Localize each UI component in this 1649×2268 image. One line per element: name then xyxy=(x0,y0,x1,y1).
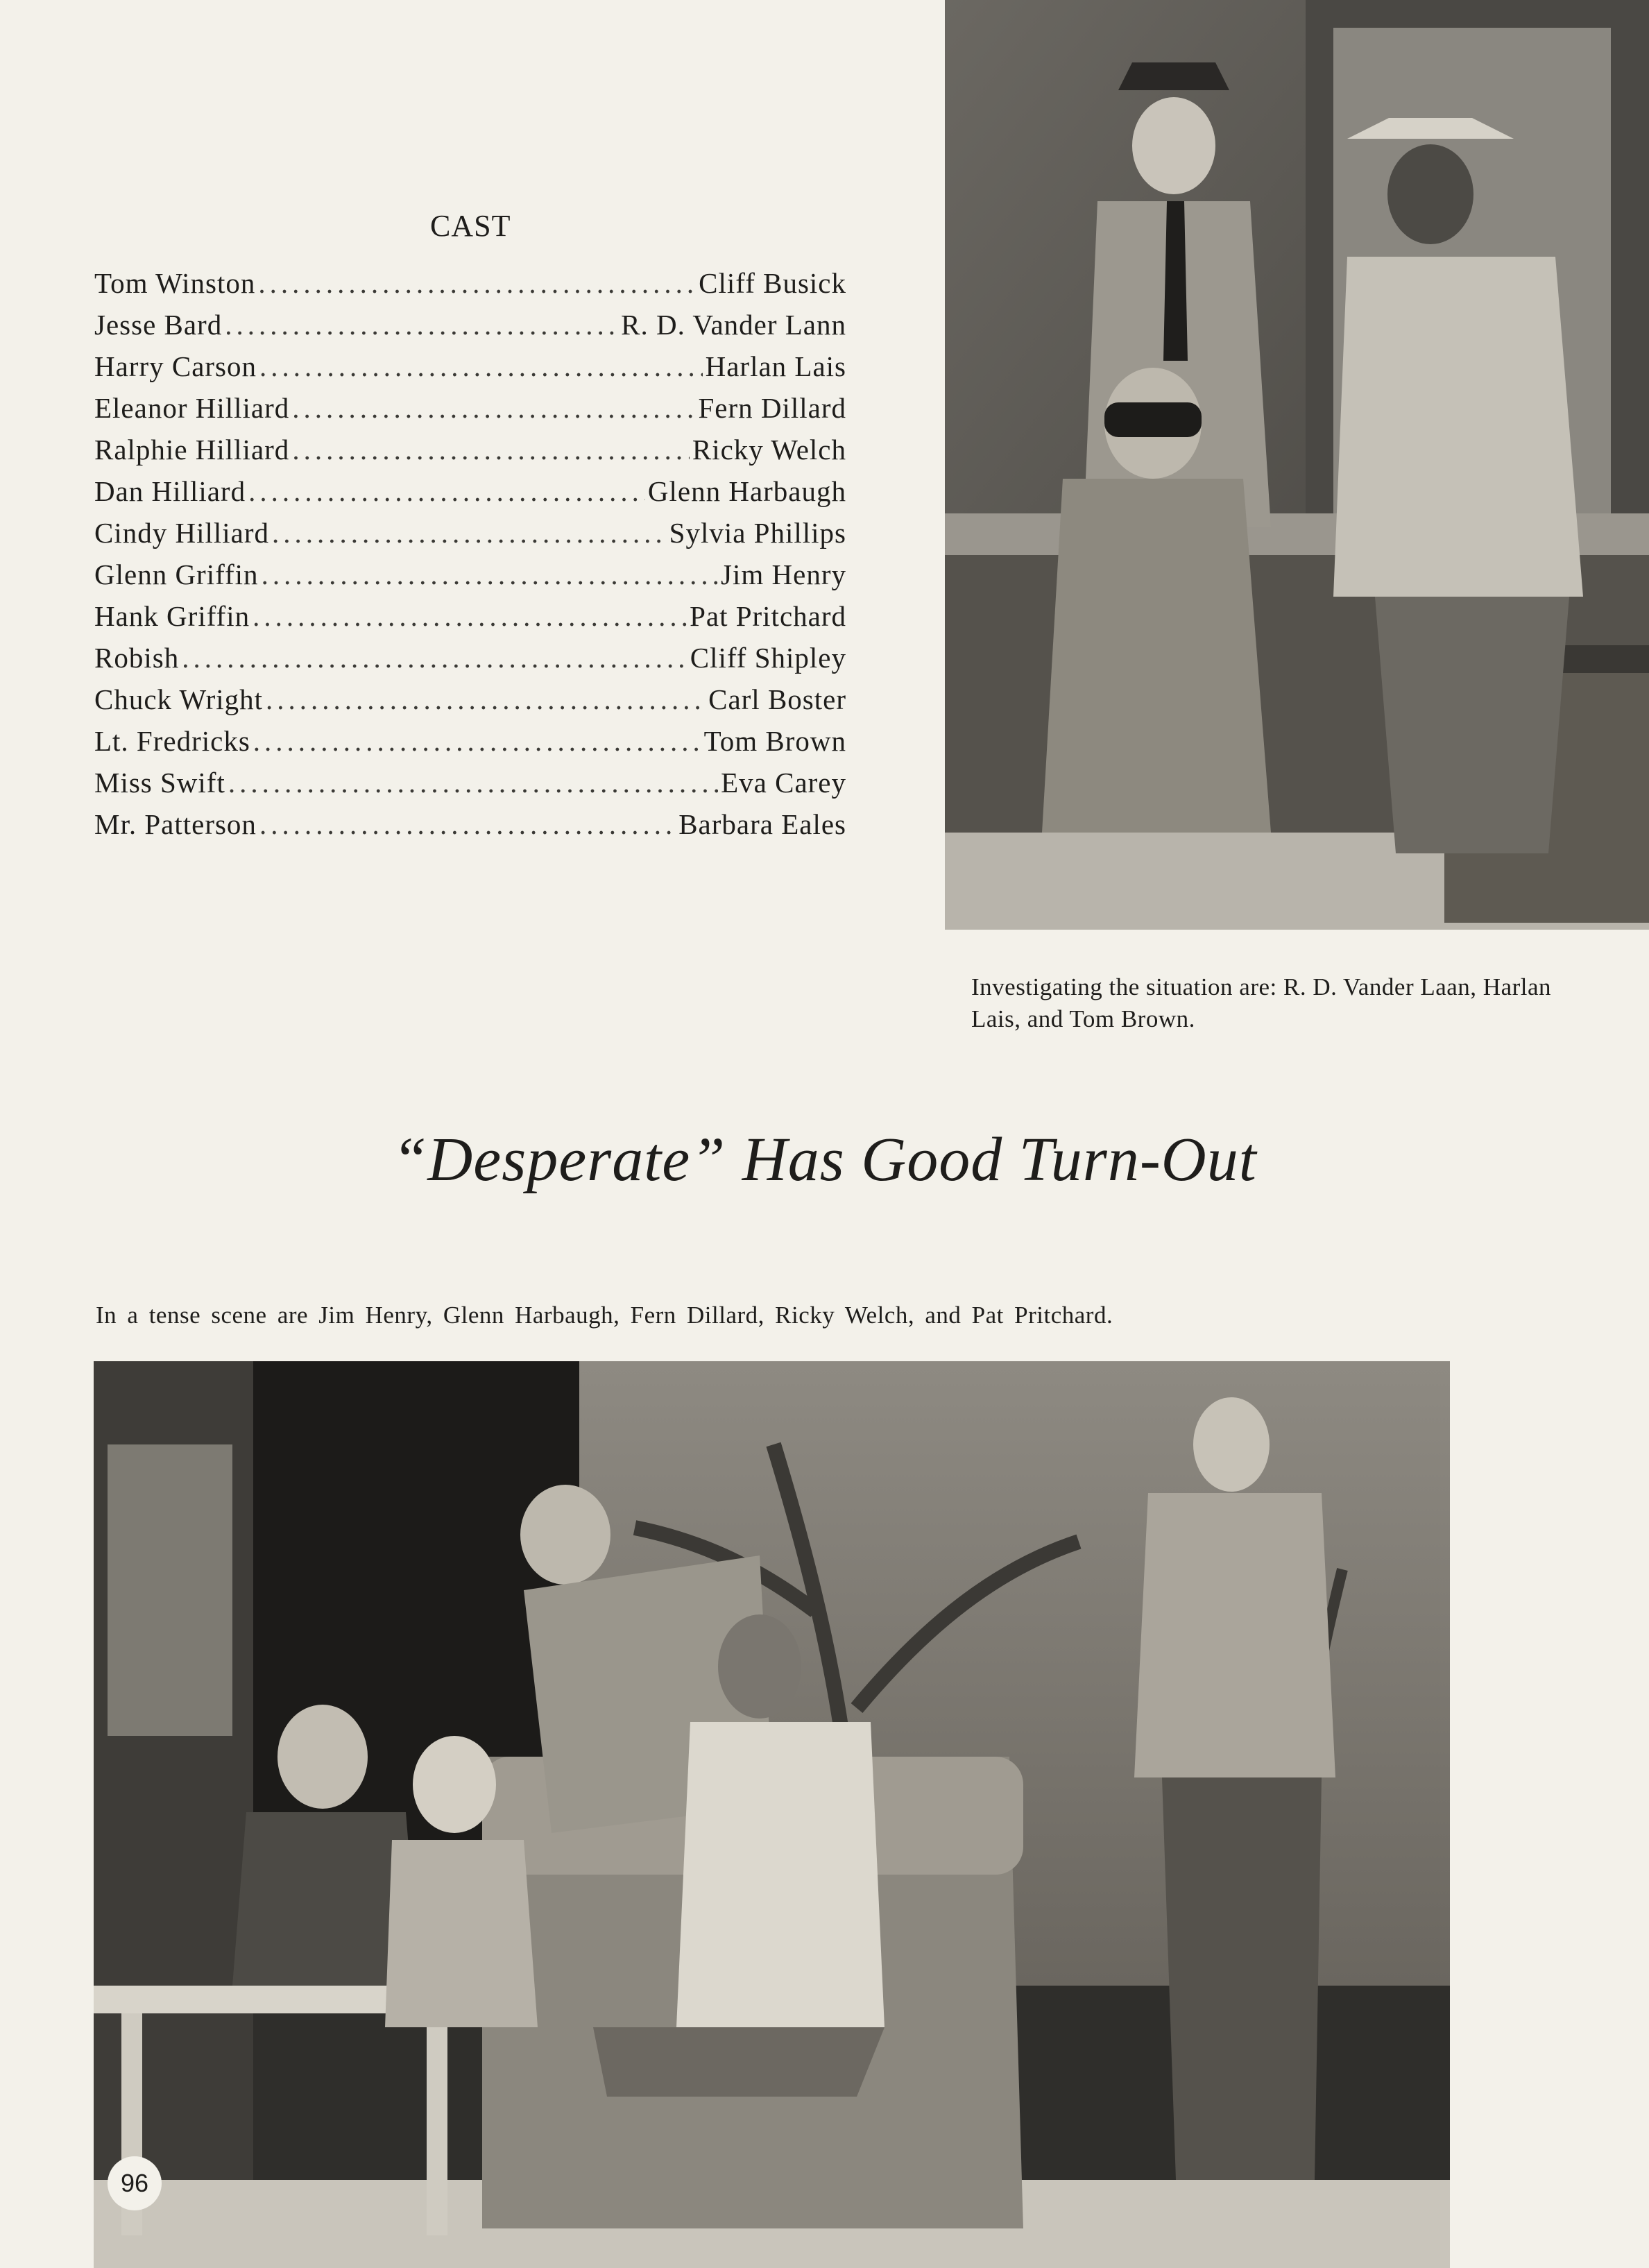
leader-dots xyxy=(259,346,703,387)
cast-row xyxy=(94,346,846,387)
leader-dots xyxy=(228,762,718,803)
top-photo-illustration xyxy=(945,0,1649,930)
leader-dots xyxy=(182,637,687,679)
leader-dots xyxy=(253,720,701,762)
cast-role: Tom Winston xyxy=(94,267,256,299)
cast-actor: Glenn Harbaugh xyxy=(647,475,846,507)
cast-actor: Ricky Welch xyxy=(692,434,846,466)
cast-role: Dan Hilliard xyxy=(94,475,246,507)
headline: “Desperate” Has Good Turn-Out xyxy=(392,1125,1257,1194)
cast-actor: Harlan Lais xyxy=(705,350,846,382)
cast-actor: Cliff Shipley xyxy=(690,642,846,674)
cast-role: Miss Swift xyxy=(94,767,225,799)
cast-actor: Sylvia Phillips xyxy=(669,517,846,549)
cast-row xyxy=(94,720,846,762)
cast-role: Jesse Bard xyxy=(94,309,223,341)
cast-row xyxy=(94,637,846,679)
cast-role: Hank Griffin xyxy=(94,600,250,632)
cast-row xyxy=(94,679,846,720)
cast-actor: Carl Boster xyxy=(708,683,846,715)
leader-dots xyxy=(262,554,718,595)
cast-row xyxy=(94,262,846,304)
leader-dots xyxy=(292,429,690,470)
cast-row xyxy=(94,595,846,637)
cast-row xyxy=(94,762,846,803)
cast-role: Eleanor Hilliard xyxy=(94,392,290,424)
cast-role: Cindy Hilliard xyxy=(94,517,270,549)
cast-row xyxy=(94,554,846,595)
leader-dots xyxy=(248,470,645,512)
leader-dots xyxy=(292,387,695,429)
cast-row xyxy=(94,512,846,554)
bottom-photo xyxy=(94,1361,1450,2268)
leader-dots xyxy=(253,595,687,637)
top-photo-caption: Investigating the situation are: R. D. Vander Laan, Harlan Lais, and Tom Brown. xyxy=(971,973,1552,1032)
cast-row xyxy=(94,470,846,512)
cast-actor: Pat Pritchard xyxy=(690,600,846,632)
cast-row xyxy=(94,429,846,470)
cast-role: Robish xyxy=(94,642,180,674)
cast-row xyxy=(94,304,846,346)
leader-dots xyxy=(266,679,706,720)
cast-role: Mr. Patterson xyxy=(94,808,257,840)
cast-list xyxy=(94,262,846,845)
cast-actor: Tom Brown xyxy=(703,725,846,757)
cast-actor: Eva Carey xyxy=(721,767,846,799)
cast-row xyxy=(94,803,846,845)
cast-actor: R. D. Vander Lann xyxy=(621,309,846,341)
cast-row xyxy=(94,387,846,429)
leader-dots xyxy=(272,512,667,554)
cast-actor: Cliff Busick xyxy=(699,267,846,299)
page-number: 96 xyxy=(108,2156,162,2210)
bottom-photo-illustration xyxy=(94,1361,1450,2268)
top-photo xyxy=(945,0,1649,930)
cast-role: Harry Carson xyxy=(94,350,257,382)
cast-title: CAST xyxy=(430,209,511,243)
leader-dots xyxy=(225,304,618,346)
leader-dots xyxy=(258,262,696,304)
bottom-photo-caption: In a tense scene are Jim Henry, Glenn Harbaugh, Fern Dillard, Ricky Welch, and Pat Pritchard. xyxy=(96,1302,1113,1329)
cast-role: Chuck Wright xyxy=(94,683,264,715)
cast-role: Glenn Griffin xyxy=(94,559,259,590)
cast-role: Lt. Fredricks xyxy=(94,725,250,757)
cast-actor: Barbara Eales xyxy=(678,808,846,840)
leader-dots xyxy=(259,803,676,845)
cast-actor: Fern Dillard xyxy=(698,392,846,424)
cast-actor: Jim Henry xyxy=(721,559,846,590)
cast-role: Ralphie Hilliard xyxy=(94,434,290,466)
